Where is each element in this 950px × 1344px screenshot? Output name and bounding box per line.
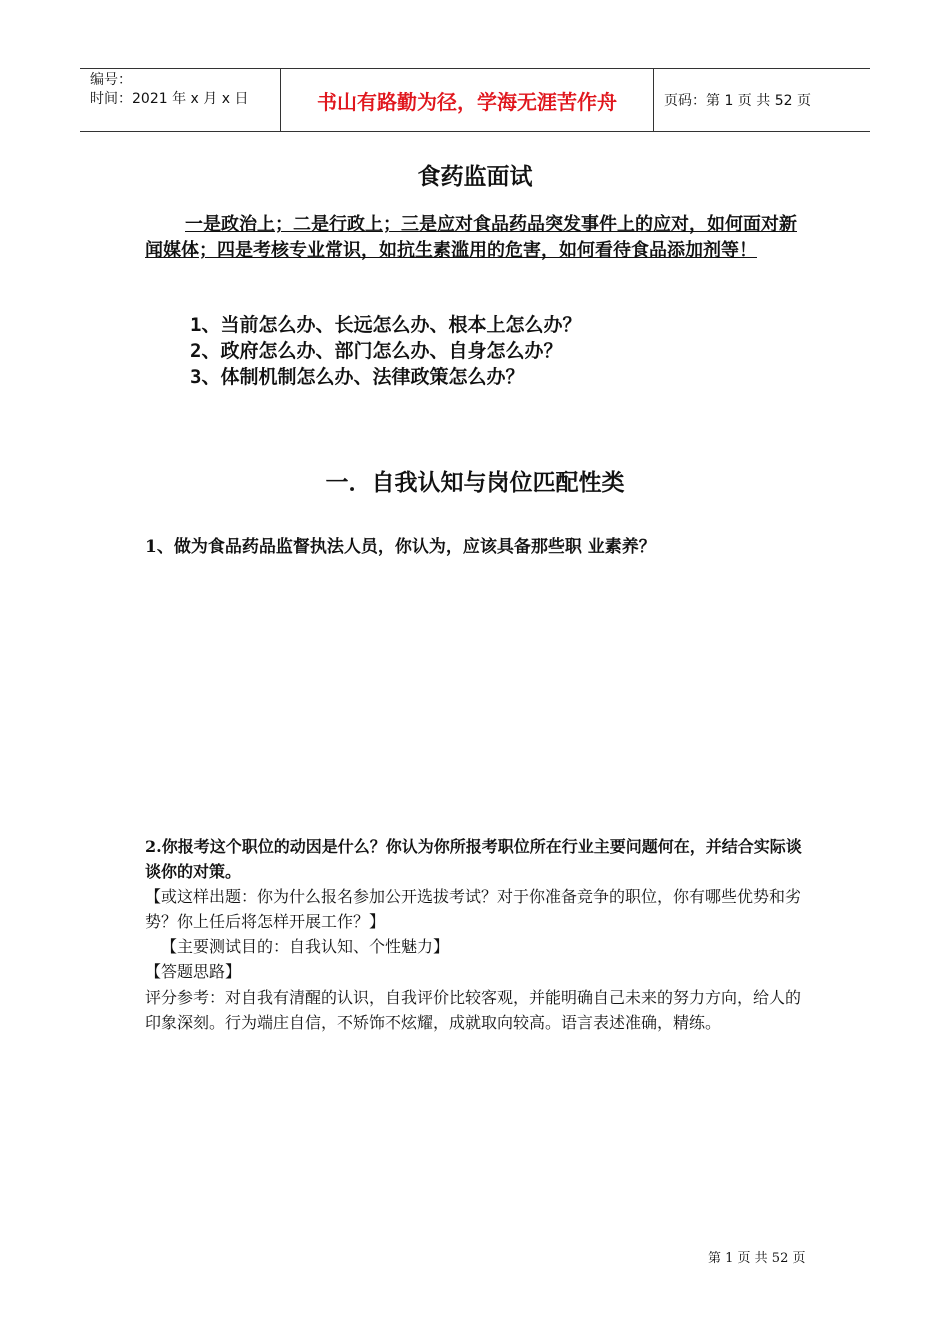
- header-page-info: 页码：第 1 页 共 52 页: [664, 93, 811, 109]
- page-title: 食药监面试: [417, 164, 533, 190]
- header-meta: [80, 69, 281, 131]
- list-item: 3、体制机制怎么办、法律政策怎么办？: [190, 366, 525, 388]
- list-item: 2、政府怎么办、部门怎么办、自身怎么办？: [190, 340, 563, 362]
- time-label: 时间：2021 年 x 月 x 日: [90, 91, 249, 107]
- alternate-question: 【或这样出题：你为什么报名参加公开选拔考试？对于你准备竞争的职位，你有哪些优势和劣势？你上任后将怎样开展工作？】: [145, 887, 802, 931]
- header-motto-cell: [281, 69, 654, 131]
- test-purpose: 【主要测试目的：自我认知、个性魅力】: [161, 937, 450, 956]
- number-label: 编号：: [90, 72, 132, 88]
- header-table: [80, 68, 870, 132]
- list-item: 1、当前怎么办、长远怎么办、根本上怎么办？: [190, 314, 582, 336]
- page-footer: 第 1 页 共 52 页: [708, 1251, 806, 1266]
- section-heading: 一．自我认知与岗位匹配性类: [325, 470, 625, 496]
- question-list: [190, 312, 581, 390]
- scoring-reference: 评分参考：对自我有清醒的认识，自我评价比较客观，并能明确自己未来的努力方向，给人的印象深刻。行为端庄自信，不矫饰不炫耀，成就取向较高。语言表述准确，精练。: [145, 988, 802, 1032]
- question-2: 2.你报考这个职位的动因是什么？你认为你所报考职位所在行业主要问题何在，并结合实际谈谈你的对策。: [145, 837, 802, 881]
- answer-label: 【答题思路】: [145, 962, 242, 981]
- question-1: 1、做为食品药品监督执法人员，你认为，应该具备那些职 业素养？: [145, 537, 656, 557]
- intro-paragraph: 一是政治上；二是行政上；三是应对食品药品突发事件上的应对，如何面对新闻媒体；四是考核专业常识，如抗生素滥用的危害，如何看待食品添加剂等！: [145, 214, 797, 261]
- header-motto: 书山有路勤为径，学海无涯苦作舟: [317, 89, 617, 114]
